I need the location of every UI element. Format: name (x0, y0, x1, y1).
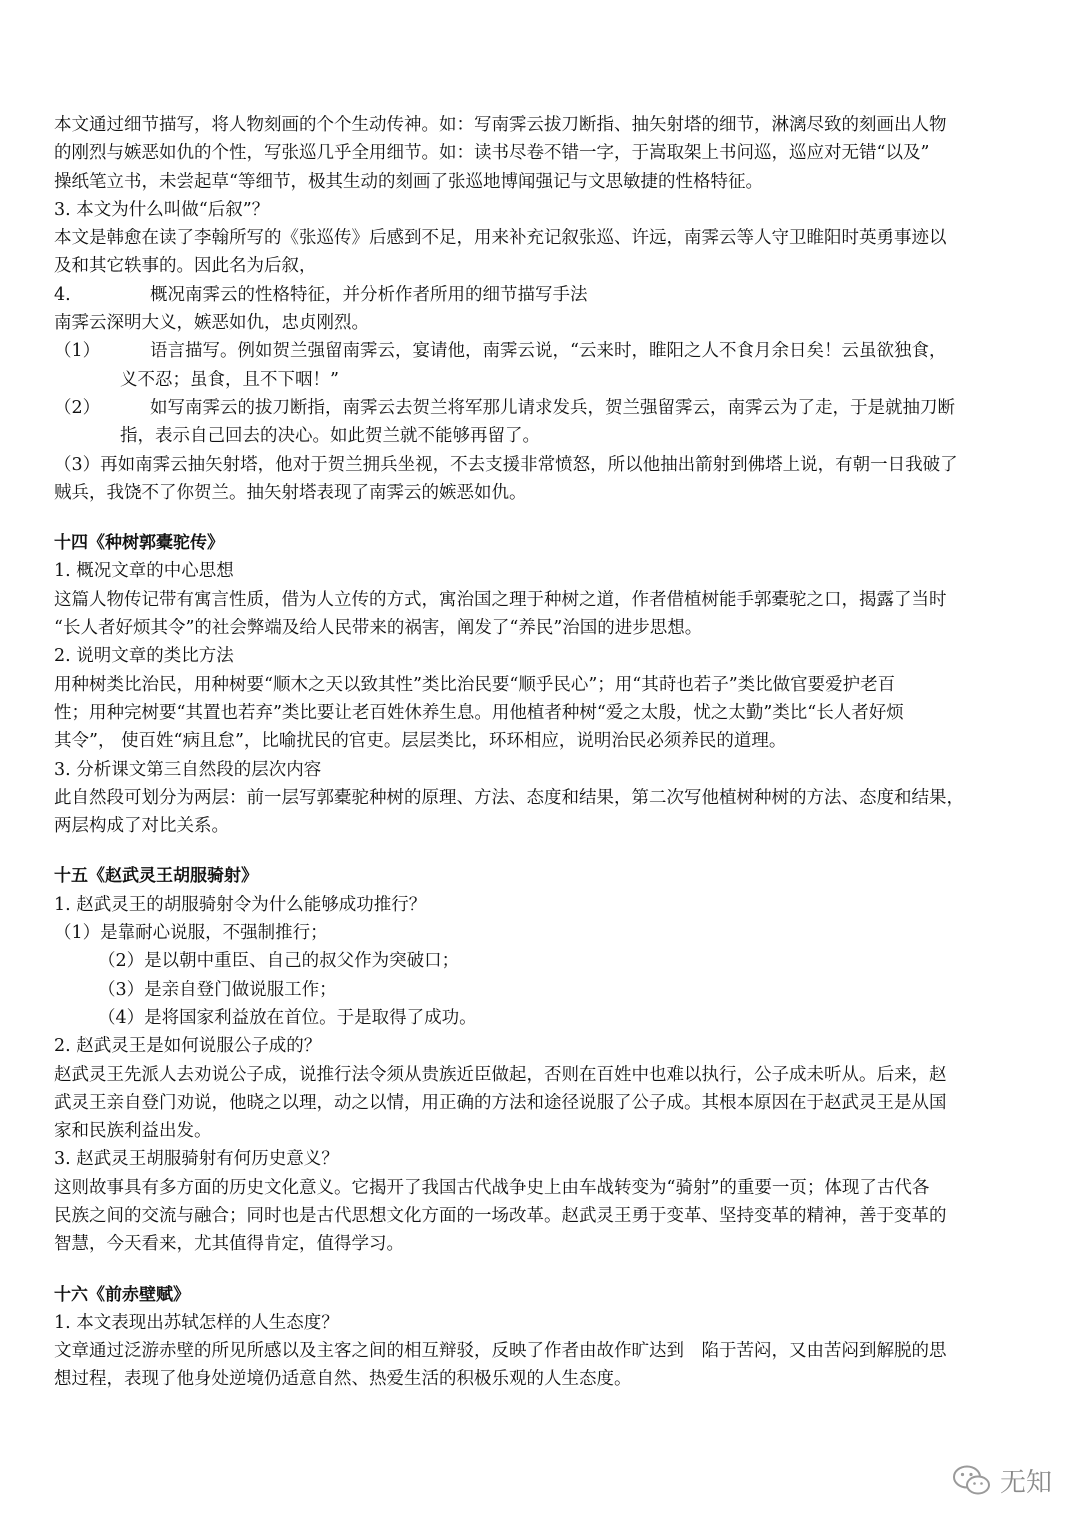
question: 2. 说明文章的类比方法 (54, 646, 234, 667)
answer-line: 两层构成了对比关系。 (54, 816, 229, 837)
question: 1. 赵武灵王的胡服骑射令为什么能够成功推行？ (54, 894, 427, 915)
item-text: 贼兵，我饶不了你贺兰。抽矢射塔表现了南霁云的嫉恶如仇。 (54, 482, 527, 503)
question: 1. 概况文章的中心思想 (54, 561, 234, 582)
document-page (54, 111, 1034, 1394)
answer-4-item (54, 394, 1034, 451)
answer-line: 此自然段可划分为两层：前一层写郭橐驼种树的原理、方法、态度和结果，第二次写他植树种树的方法、态度和结果， (54, 787, 964, 808)
answer-3-line: 及和其它轶事的。因此名为后叙， (54, 256, 317, 277)
answer-line: 武灵王亲自登门劝说，他晓之以理，动之以情，用正确的方法和途径说服了公子成。其根本原因在于赵武灵王是从国 (54, 1092, 947, 1113)
question: 3. 赵武灵王胡服骑射有何历史意义？ (54, 1149, 339, 1170)
answer-4-item (54, 337, 1034, 394)
list-item: （1）是靠耐心说服，不强制推行； (54, 923, 328, 944)
answer-line: 性；用种完树要“其置也若弃”类比要让老百姓休养生息。用他植者种树“爱之太殷，忧之太勤”类比“长人者好烦 (54, 702, 904, 723)
answer-line: 其令”， 使百姓“病且怠”，比喻扰民的官吏。层层类比，环环相应，说明治民必须养民的道理。 (54, 731, 787, 752)
watermark-text: 无知 (999, 1468, 1052, 1498)
list-item: （4）是将国家利益放在首位。于是取得了成功。 (98, 1007, 477, 1028)
question: 3. 分析课文第三自然段的层次内容 (54, 759, 322, 780)
item-text: 语言描写。例如贺兰强留南霁云，宴请他，南霁云说，“云来时，睢阳之人不食月余日矣！云虽欲独食， (150, 341, 947, 362)
item-text: 如写南霁云的拔刀断指，南霁云去贺兰将军那儿请求发兵，贺兰强留霁云，南霁云为了走，于是就抽刀断 (150, 397, 955, 418)
answer-4-item (54, 451, 1034, 508)
answer-3-line: 本文是韩愈在读了李翰所写的《张巡传》后感到不足，用来补充记叙张巡、许远，南霁云等人守卫睢阳时英勇事迹以 (54, 228, 947, 249)
answer-line: 赵武灵王先派人去劝说公子成，说推行法令须从贵族近臣做起，否则在百姓中也难以执行，公子成未听从。后来，赵 (54, 1064, 947, 1085)
item-text: 再如南霁云抽矢射塔，他对于贺兰拥兵坐视，不去支援非常愤怒，所以他抽出箭射到佛塔上说，有朝一日我破了 (100, 454, 958, 475)
section-title-14: 十四《种树郭橐驼传》 (54, 533, 224, 554)
question-number: 4. (54, 284, 71, 305)
wechat-icon (952, 1464, 992, 1498)
question: 2. 赵武灵王是如何说服公子成的？ (54, 1036, 322, 1057)
answer-line: 民族之间的交流与融合；同时也是古代思想文化方面的一场改革。赵武灵王勇于变革、坚持变革的精神，善于变革的 (54, 1205, 947, 1226)
text-line: 操纸笔立书，未尝起草“等细节，极其生动的刻画了张巡地博闻强记与文思敏捷的性格特征。 (54, 171, 763, 192)
question-4 (54, 281, 1034, 309)
answer-line: 文章通过泛游赤壁的所见所感以及主客之间的相互辩驳，反映了作者由故作旷达到 陷于苦闷，又由苦闷到解脱的思 (54, 1341, 947, 1362)
answer-line: 智慧，今天看来，尤其值得肯定，值得学习。 (54, 1234, 404, 1255)
question: 1. 本文表现出苏轼怎样的人生态度？ (54, 1312, 339, 1333)
answer-line: 家和民族利益出发。 (54, 1121, 212, 1142)
list-item: （3）是亲自登门做说服工作； (98, 979, 337, 1000)
answer-line: 这则故事具有多方面的历史文化意义。它揭开了我国古代战争史上由车战转变为“骑射”的重要一页；体现了古代各 (54, 1177, 930, 1198)
item-text: 指，表示自己回去的决心。如此贺兰就不能够再留了。 (120, 426, 540, 447)
answer-line: 这篇人物传记带有寓言性质，借为人立传的方式，寓治国之理于种树之道，作者借植树能手郭橐驼之口，揭露了当时 (54, 589, 947, 610)
answer-line: “长人者好烦其令”的社会弊端及给人民带来的祸害，阐发了“养民”治国的进步思想。 (54, 618, 703, 639)
item-number: （3） (54, 454, 101, 475)
text-line: 的刚烈与嫉恶如仇的个性，写张巡几乎全用细节。如：读书尽卷不错一字，于嵩取架上书问巡，巡应对无错“以及” (54, 143, 930, 164)
answer-line: 用种树类比治民，用种树要“顺木之天以致其性”类比治民要“顺乎民心”；用“其莳也若子”类比做官要爱护老百 (54, 674, 896, 695)
list-item: （2）是以朝中重臣、自己的叔父作为突破口； (98, 951, 460, 972)
section-title-16: 十六《前赤壁赋》 (54, 1284, 190, 1305)
section-title-15: 十五《赵武灵王胡服骑射》 (54, 866, 258, 887)
watermark (952, 1462, 1052, 1499)
text-line: 本文通过细节描写，将人物刻画的个个生动传神。如：写南霁云拔刀断指、抽矢射塔的细节，淋漓尽致的刻画出人物 (54, 115, 947, 135)
item-number: （2） (54, 397, 101, 418)
item-text: 义不忍；虽食，且不下咽！” (120, 369, 339, 390)
question-text: 概况南霁云的性格特征，并分析作者所用的细节描写手法 (150, 284, 588, 305)
answer-4: 南霁云深明大义，嫉恶如仇，忠贞刚烈。 (54, 313, 369, 334)
paragraph-detail-description (54, 111, 1034, 196)
question-3: 3. 本文为什么叫做“后叙”？ (54, 199, 270, 220)
answer-line: 想过程，表现了他身处逆境仍适意自然、热爱生活的积极乐观的人生态度。 (54, 1369, 632, 1390)
item-number: （1） (54, 341, 101, 362)
